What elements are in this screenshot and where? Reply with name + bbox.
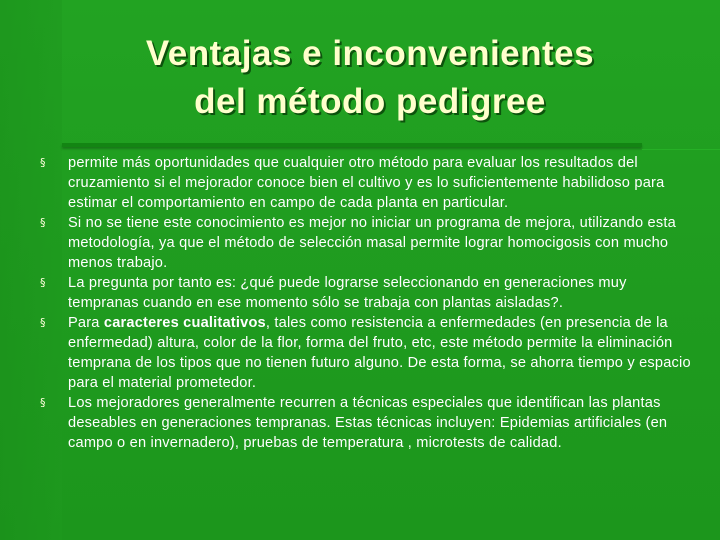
bullet-text: La pregunta por tanto es: ¿qué puede lograrse seleccionando en generaciones muy tempranas cuando en ese momento sólo se trabaja con plantas aisladas?. [68, 275, 627, 311]
list-item [38, 273, 698, 313]
bullet-text-emphasis: caracteres cualitativos [103, 315, 266, 331]
bullet-text-suffix: , tales como resistencia a enfermedades (en presencia de la enfermedad) altura, color de la flor, forma del fruto, etc, este método permite la eliminación temprana de los tipos que no tienen futuro alguno. De esta forma, se ahorra tiempo y espacio para el material prometedor. [68, 315, 691, 391]
square-bullet-icon: § [40, 396, 46, 409]
bullet-text-prefix: Para [68, 315, 104, 331]
bullet-text: permite más oportunidades que cualquier otro método para evaluar los resultados del cruzamiento si el mejorador conoce bien el cultivo y es lo suficientemente habilidoso para estimar el comportamiento en campo de cada planta en particular. [68, 155, 665, 211]
list-item [38, 393, 698, 453]
slide-title-line-1: Ventajas e inconvenientes [145, 34, 595, 73]
square-bullet-icon: § [40, 276, 46, 289]
list-item [38, 213, 698, 273]
list-item [38, 313, 698, 393]
square-bullet-icon: § [40, 216, 46, 229]
bullet-text: Si no se tiene este conocimiento es mejor no iniciar un programa de mejora, utilizando esta metodología, ya que el método de selección masal permite lograr homocigosis con mucho menos trabajo. [68, 215, 676, 271]
title-divider [62, 143, 642, 147]
list-item [38, 153, 698, 213]
bullet-list [38, 153, 698, 453]
square-bullet-icon: § [40, 316, 46, 329]
square-bullet-icon: § [40, 156, 46, 169]
bullet-text: Los mejoradores generalmente recurren a técnicas especiales que identifican las plantas deseables en generaciones tempranas. Estas técnicas incluyen: Epidemias artificiales (en campo o en invernadero), pruebas de temperatura , microtests de calidad. [68, 395, 668, 451]
slide-title-line-2: del método pedigree [194, 82, 546, 121]
slide-title [40, 30, 700, 126]
title-divider-extension [642, 149, 720, 150]
